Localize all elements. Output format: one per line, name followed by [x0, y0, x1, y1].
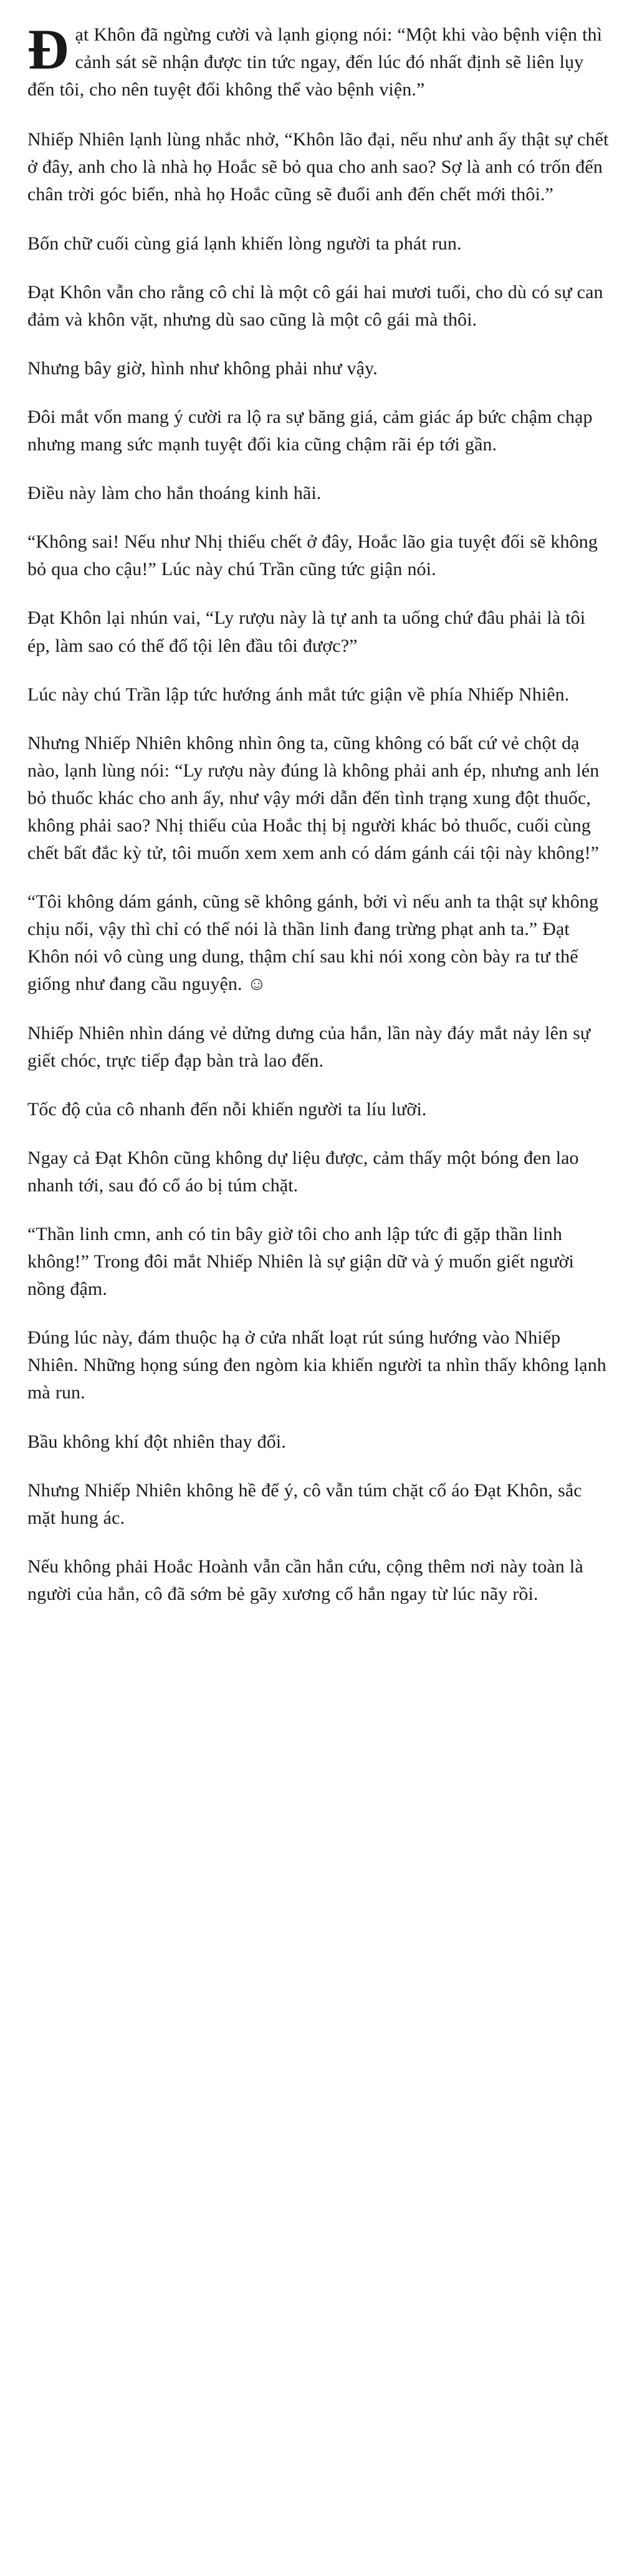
paragraph-2: Nhiếp Nhiên lạnh lùng nhắc nhở, “Khôn lão đại, nếu như anh ấy thật sự chết ở đây, anh cho là nhà họ Hoắc sẽ bỏ qua cho anh sao? Sợ là anh có trốn đến chân trời góc biển, nhà họ Hoắc cũng sẽ đuổi anh đến chết mới thôi.”: [27, 129, 609, 205]
paragraph-13: Nhiếp Nhiên nhìn dáng vẻ dửng dưng của hắn, lần này đáy mắt nảy lên sự giết chóc, trực tiếp đạp bàn trà lao đến.: [27, 1022, 591, 1071]
paragraph-9: Đạt Khôn lại nhún vai, “Ly rượu này là tự anh ta uống chứ đâu phải là tôi ép, làm sao có thể đổ tội lên đầu tôi được?”: [27, 608, 586, 656]
paragraph-5: Nhưng bây giờ, hình như không phải như vậy.: [27, 357, 378, 379]
paragraph-17: Đúng lúc này, đám thuộc hạ ở cửa nhất loạt rút súng hướng vào Nhiếp Nhiên. Những họng súng đen ngòm kia khiến người ta nhìn thấy không lạnh mà run.: [27, 1327, 606, 1403]
paragraph-6: Đôi mắt vốn mang ý cười ra lộ ra sự băng giá, cảm giác áp bức chậm chạp nhưng mang sức mạnh tuyệt đối kia cũng chậm rãi ép tới gần.: [27, 406, 593, 455]
paragraph-4: Đạt Khôn vẫn cho rằng cô chỉ là một cô gái hai mươi tuổi, cho dù có sự can đảm và khôn vặt, nhưng dù sao cũng là một cô gái mà thôi.: [27, 281, 603, 330]
paragraph-19: Nhưng Nhiếp Nhiên không hề để ý, cô vẫn túm chặt cổ áo Đạt Khôn, sắc mặt hung ác.: [27, 1479, 582, 1528]
paragraph-10: Lúc này chú Trần lập tức hướng ánh mắt tức giận về phía Nhiếp Nhiên.: [27, 684, 570, 705]
paragraph-12: “Tôi không dám gánh, cũng sẽ không gánh, bởi vì nếu anh ta thật sự không chịu nổi, vậy thì chỉ có thể nói là thần linh đang trừng phạt anh ta.” Đạt Khôn nói vô cùng ung dung, thậm chí sau khi nói xong còn bày ra tư thế giống như đang cầu nguyện. ☺: [27, 891, 598, 995]
paragraph-8: “Không sai! Nếu như Nhị thiếu chết ở đây, Hoắc lão gia tuyệt đối sẽ không bỏ qua cho cậu!” Lúc này chú Trần cũng tức giận nói.: [27, 531, 598, 580]
paragraph-16: “Thần linh cmn, anh có tin bây giờ tôi cho anh lập tức đi gặp thần linh không!” Trong đôi mắt Nhiếp Nhiên là sự giận dữ và ý muốn giết người nồng đậm.: [27, 1224, 574, 1300]
paragraph-text: ạt Khôn đã ngừng cười và lạnh giọng nói: “Một khi vào bệnh viện thì cảnh sát sẽ nhận được tin tức ngay, đến lúc đó nhất định sẽ liên lụy đến tôi, cho nên tuyệt đối không thể vào bệnh viện.”: [27, 24, 603, 100]
paragraph-20: Nếu không phải Hoắc Hoành vẫn cần hắn cứu, cộng thêm nơi này toàn là người của hắn, cô đã sớm bẻ gãy xương cổ hắn ngay từ lúc nãy rồi.: [27, 1556, 583, 1604]
drop-cap: Đ: [27, 17, 69, 81]
paragraph-11: Nhưng Nhiếp Nhiên không nhìn ông ta, cũng không có bất cứ vẻ chột dạ nào, lạnh lùng nói: “Ly rượu này đúng là không phải anh ép, nhưng anh lén bỏ thuốc khác cho anh ấy, như vậy mới dẫn đến tình trạng xung đột thuốc, không phải sao? Nhị thiếu của Hoắc thị bị người khác bỏ thuốc, cuối cùng chết bất đắc kỳ tử, tôi muốn xem xem anh có dám gánh cái tội này không!”: [27, 732, 600, 864]
paragraph-15: Ngay cả Đạt Khôn cũng không dự liệu được, cảm thấy một bóng đen lao nhanh tới, sau đó cổ áo bị túm chặt.: [27, 1147, 579, 1196]
paragraph-3: Bốn chữ cuối cùng giá lạnh khiến lòng người ta phát run.: [27, 233, 462, 254]
paragraph-14: Tốc độ của cô nhanh đến nỗi khiến người ta líu lưỡi.: [27, 1098, 427, 1120]
paragraph-18: Bầu không khí đột nhiên thay đổi.: [27, 1431, 286, 1452]
paragraph-7: Điều này làm cho hắn thoáng kinh hãi.: [27, 483, 322, 504]
paragraph-1: [27, 17, 610, 104]
